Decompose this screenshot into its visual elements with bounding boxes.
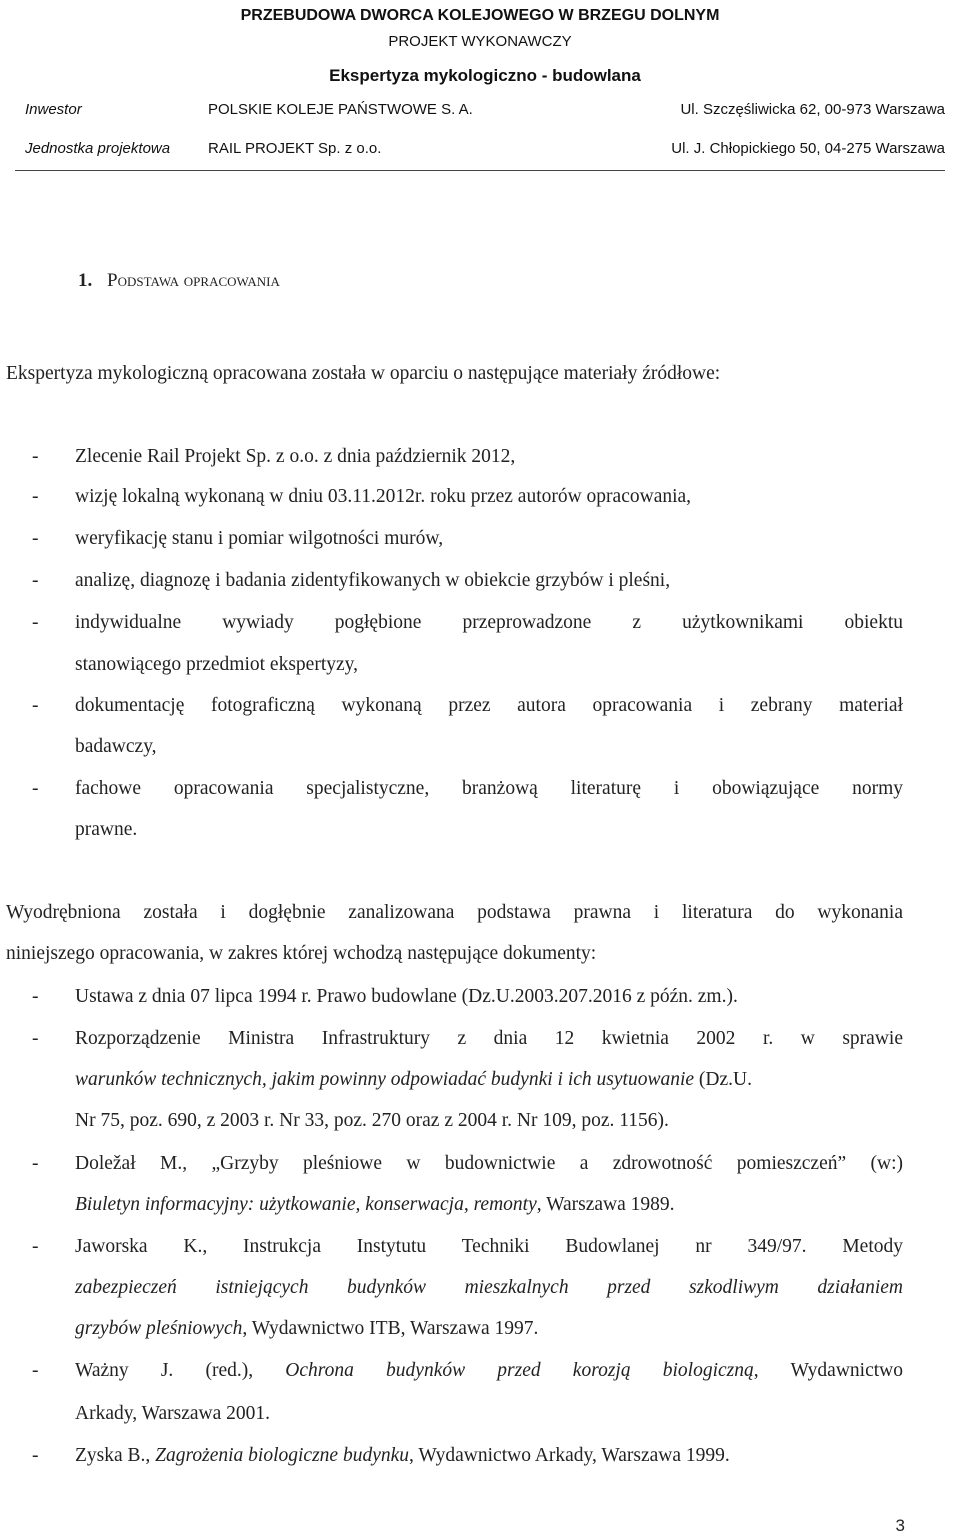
document-item [75, 1445, 730, 1467]
material-item: Zlecenie Rail Projekt Sp. z o.o. z dnia październik 2012, [75, 446, 516, 467]
investor-address: Ul. Szczęśliwicka 62, 00-973 Warszawa [680, 101, 945, 118]
list-dash: - [32, 695, 39, 716]
bulletin-title: Biuletyn informacyjny: użytkowanie, konserwacja, remonty [75, 1194, 537, 1215]
list-dash: - [32, 486, 39, 507]
design-unit-name: RAIL PROJEKT Sp. z o.o. [208, 140, 382, 157]
investor-name: POLSKIE KOLEJE PAŃSTWOWE S. A. [208, 101, 473, 118]
list-dash: - [32, 778, 39, 799]
material-item: dokumentację fotograficzną wykonaną przez autora opracowania i zebrany materiał [75, 695, 903, 716]
header-divider [15, 170, 945, 171]
investor-label: Inwestor [25, 101, 82, 118]
regulation-ref: (Dz.U. [694, 1069, 752, 1090]
document-item: Jaworska K., Instrukcja Instytutu Techniki Budowlanej nr 349/97. Metody [75, 1236, 903, 1257]
material-item-continuation: stanowiącego przedmiot ekspertyzy, [75, 654, 359, 675]
section-number: 1. [78, 270, 93, 291]
document-item [75, 1360, 903, 1382]
page-number: 3 [895, 1516, 905, 1535]
instruction-title: grzybów pleśniowych [75, 1318, 243, 1339]
bulletin-ref: , Warszawa 1989. [536, 1194, 675, 1215]
section-title: Podstawa opracowania [107, 270, 280, 291]
material-item: wizję lokalną wykonaną w dniu 03.11.2012r. roku przez autorów opracowania, [75, 486, 692, 507]
list-dash: - [32, 986, 39, 1007]
list-dash: - [32, 1028, 39, 1049]
material-item-continuation: prawne. [75, 819, 138, 840]
material-item: analizę, diagnozę i badania zidentyfikowanych w obiekcie grzybów i pleśni, [75, 570, 671, 591]
investor-row [25, 101, 945, 123]
book-title: Zagrożenia biologiczne budynku [155, 1445, 410, 1466]
design-unit-label: Jednostka projektowa [25, 140, 171, 157]
design-unit-row [25, 140, 945, 162]
author: Zyska B., [75, 1445, 156, 1466]
document-item-continuation [75, 1069, 752, 1091]
section-heading [78, 270, 280, 292]
project-title: PRZEBUDOWA DWORCA KOLEJOWEGO W BRZEGU DOLNYM [240, 7, 720, 24]
list-dash: - [32, 570, 39, 591]
list-dash: - [32, 612, 39, 633]
document-item: Doležał M., „Grzyby pleśniowe w budownictwie a zdrowotność pomieszczeń” (w:) [75, 1153, 903, 1174]
material-item: fachowe opracowania specjalistyczne, branżową literaturę i obowiązujące normy [75, 778, 903, 799]
document-item-continuation: zabezpieczeń istniejących budynków mieszkalnych przed szkodliwym działaniem [75, 1277, 903, 1298]
legal-basis-paragraph: Wyodrębniona została i dogłębnie zanalizowana podstawa prawna i literatura do wykonania [6, 902, 903, 923]
list-dash: - [32, 1360, 39, 1381]
document-item-continuation [75, 1194, 675, 1216]
material-item: indywidualne wywiady pogłębione przeprowadzone z użytkownikami obiektu [75, 612, 903, 633]
material-item: weryfikację stanu i pomiar wilgotności murów, [75, 528, 444, 549]
material-item-continuation: badawczy, [75, 736, 157, 757]
list-dash: - [32, 1236, 39, 1257]
book-ref: , Wydawnictwo [753, 1360, 903, 1381]
instruction-ref: , Wydawnictwo ITB, Warszawa 1997. [242, 1318, 539, 1339]
document-item-continuation: Arkady, Warszawa 2001. [75, 1403, 270, 1424]
list-dash: - [32, 446, 39, 467]
document-item: Rozporządzenie Ministra Infrastruktury z dnia 12 kwietnia 2002 r. w sprawie [75, 1028, 903, 1049]
document-item-continuation [75, 1318, 538, 1340]
document-item: Ustawa z dnia 07 lipca 1994 r. Prawo budowlane (Dz.U.2003.207.2016 z późn. zm.). [75, 986, 738, 1007]
list-dash: - [32, 1445, 39, 1466]
design-unit-address: Ul. J. Chłopickiego 50, 04-275 Warszawa [671, 140, 945, 157]
book-title: Ochrona budynków przed korozją biologiczną [285, 1360, 754, 1381]
document-item-continuation: Nr 75, poz. 690, z 2003 r. Nr 33, poz. 270 oraz z 2004 r. Nr 109, poz. 1156). [75, 1110, 669, 1131]
list-dash: - [32, 528, 39, 549]
intro-paragraph: Ekspertyza mykologiczną opracowana została w oparciu o następujące materiały źródłowe: [6, 363, 721, 384]
legal-basis-paragraph-continuation: niniejszego opracowania, w zakres której wchodzą następujące dokumenty: [6, 943, 597, 964]
regulation-title: warunków technicznych, jakim powinny odpowiadać budynki i ich usytuowanie [75, 1069, 695, 1090]
book-ref: , Wydawnictwo Arkady, Warszawa 1999. [409, 1445, 730, 1466]
expertise-title: Ekspertyza mykologiczno - budowlana [329, 66, 641, 85]
project-subtitle: PROJEKT WYKONAWCZY [388, 33, 572, 50]
list-dash: - [32, 1153, 39, 1174]
author: Ważny J. (red.), [75, 1360, 286, 1381]
